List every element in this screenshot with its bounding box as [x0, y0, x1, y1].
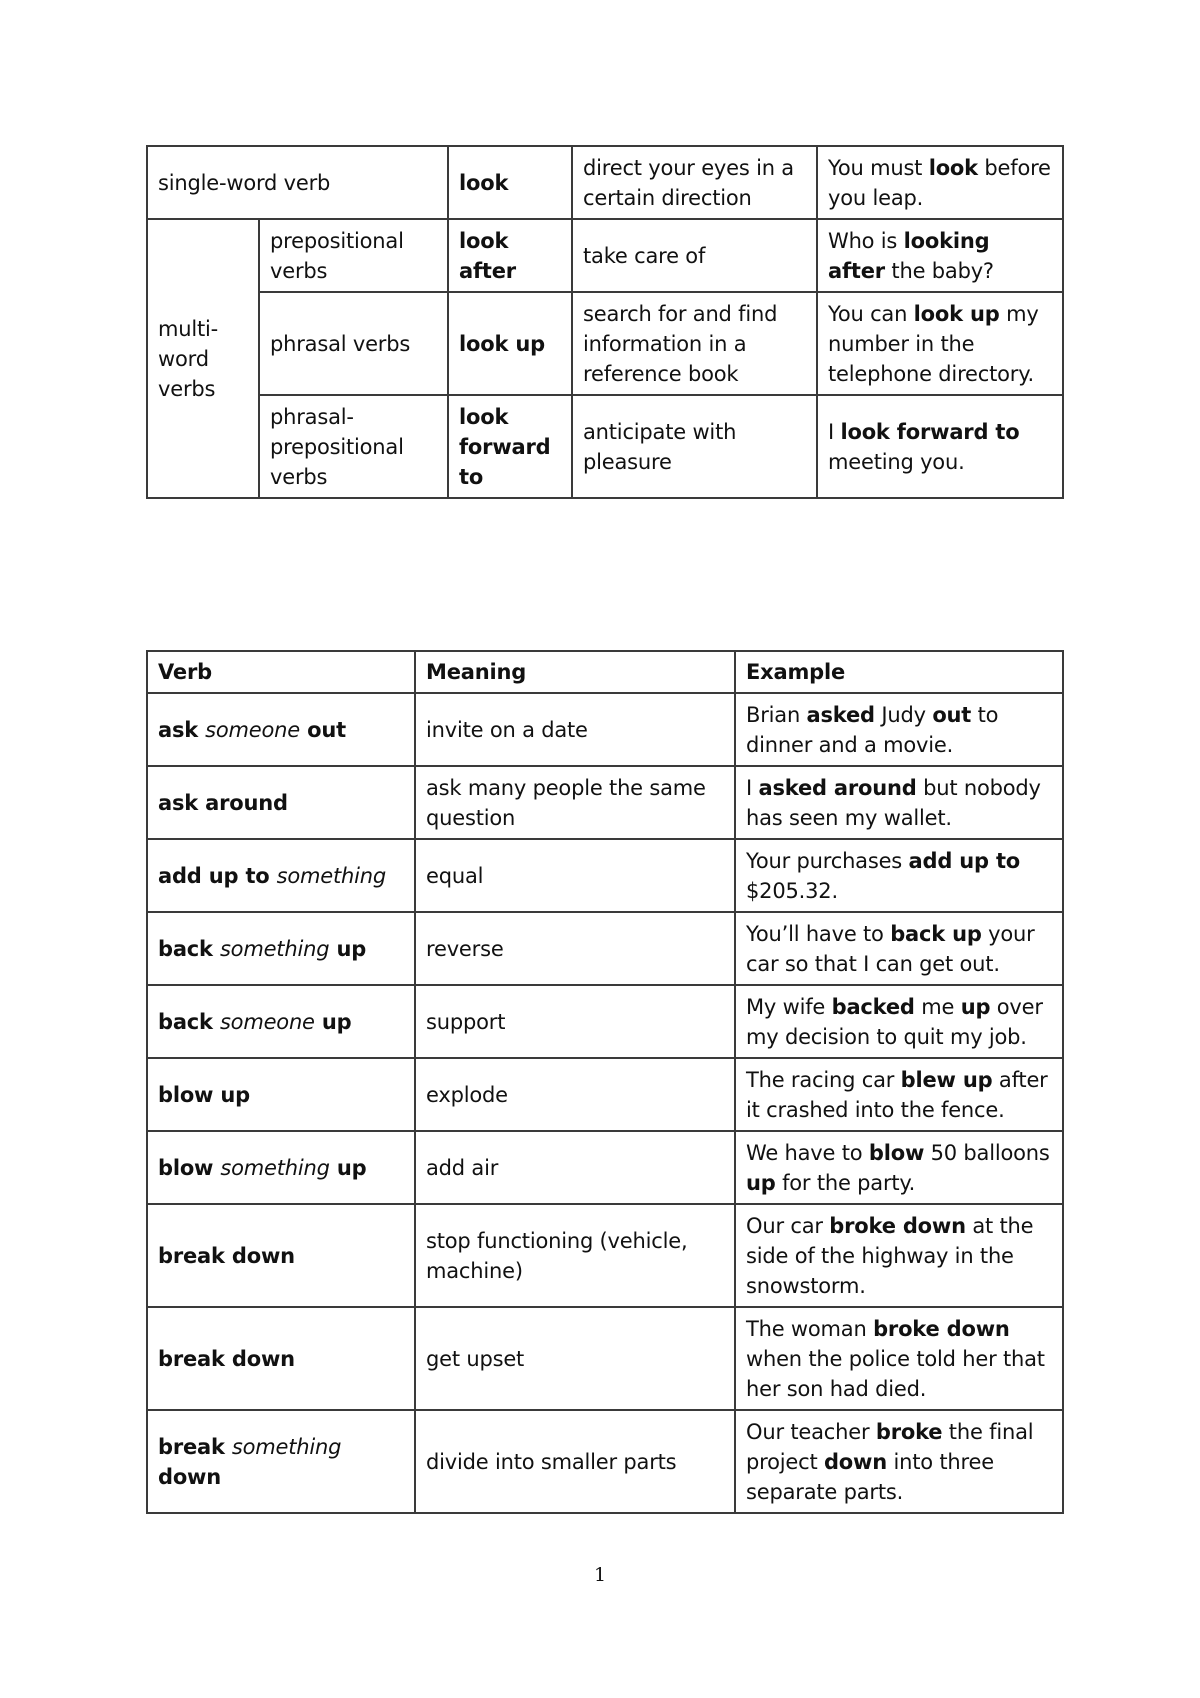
- example-cell: [735, 1058, 1063, 1131]
- meaning-cell: explode: [415, 1058, 735, 1131]
- table-row: [147, 1058, 1063, 1131]
- plain-text: 50 balloons: [924, 1140, 1050, 1165]
- bold-text: out: [300, 717, 346, 742]
- bold-text: up: [960, 994, 991, 1019]
- bold-text: break down: [158, 1243, 295, 1268]
- bold-text: asked: [806, 702, 875, 727]
- verb-cell: [147, 766, 415, 839]
- plain-text: I: [828, 419, 841, 444]
- plain-text: The woman: [746, 1316, 874, 1341]
- example-cell: [817, 146, 1063, 219]
- bold-text: look up: [913, 301, 1000, 326]
- meaning-cell: stop functioning (vehicle, machine): [415, 1204, 735, 1307]
- bold-text: up: [329, 936, 367, 961]
- bold-text: blew up: [900, 1067, 993, 1092]
- plain-text: at the side of the highway in the snowstorm.: [746, 1213, 1034, 1298]
- table-row: [147, 912, 1063, 985]
- verb-cell: [147, 985, 415, 1058]
- verb-cell: [147, 912, 415, 985]
- bold-text: out: [932, 702, 972, 727]
- plain-text: $205.32.: [746, 878, 838, 903]
- plain-text: to dinner and a movie.: [746, 702, 999, 757]
- header-verb: Verb: [147, 651, 415, 693]
- plain-text: the final project: [746, 1419, 1034, 1474]
- meaning-cell: divide into smaller parts: [415, 1410, 735, 1513]
- plain-text: Brian: [746, 702, 807, 727]
- bold-text: back: [158, 1009, 220, 1034]
- header-row: [147, 651, 1063, 693]
- bold-text: broke down: [829, 1213, 966, 1238]
- bold-text: add up to: [908, 848, 1021, 873]
- meaning-cell: support: [415, 985, 735, 1058]
- table-row: [147, 1131, 1063, 1204]
- plain-text: but nobody has seen my wallet.: [746, 775, 1041, 830]
- example-cell: [735, 1410, 1063, 1513]
- bold-text: up: [329, 1155, 367, 1180]
- plain-text: me: [914, 994, 961, 1019]
- header-example: Example: [735, 651, 1063, 693]
- plain-text: when the police told her that her son had died.: [746, 1346, 1045, 1401]
- multi-word-label: multi-word verbs: [147, 219, 259, 498]
- page-number: 1: [593, 1564, 607, 1586]
- meaning-cell: search for and find information in a reference book: [572, 292, 817, 395]
- plain-text: my number in the telephone directory.: [828, 301, 1039, 386]
- italic-text: something: [276, 863, 387, 888]
- example-cell: [735, 1204, 1063, 1307]
- bold-text: break: [158, 1434, 232, 1459]
- italic-text: someone: [219, 1009, 315, 1034]
- example-cell: [817, 292, 1063, 395]
- table-row: [147, 693, 1063, 766]
- table-row: [147, 766, 1063, 839]
- bold-text: look: [928, 155, 978, 180]
- table-row: [147, 985, 1063, 1058]
- verb-cell: [147, 1058, 415, 1131]
- prepositional-row: [147, 219, 1063, 292]
- phrasal-verbs-body: [147, 693, 1063, 1513]
- bold-text: down: [823, 1449, 887, 1474]
- header-meaning: Meaning: [415, 651, 735, 693]
- plain-text: after it crashed into the fence.: [746, 1067, 1048, 1122]
- plain-text: before you leap.: [828, 155, 1051, 210]
- verb-cell: look: [448, 146, 572, 219]
- bold-text: up: [746, 1170, 776, 1195]
- plain-text: your car so that I can get out.: [746, 921, 1035, 976]
- bold-text: add up to: [158, 863, 277, 888]
- meaning-cell: invite on a date: [415, 693, 735, 766]
- verb-cell: look after: [448, 219, 572, 292]
- plain-text: for the party.: [775, 1170, 916, 1195]
- bold-text: look forward to: [840, 419, 1020, 444]
- plain-text: over my decision to quit my job.: [746, 994, 1043, 1049]
- meaning-cell: ask many people the same question: [415, 766, 735, 839]
- example-cell: [735, 1131, 1063, 1204]
- plain-text: The racing car: [746, 1067, 901, 1092]
- example-cell: [735, 693, 1063, 766]
- bold-text: blow: [868, 1140, 925, 1165]
- verb-type-cell: phrasal-prepositional verbs: [259, 395, 448, 498]
- plain-text: You can: [828, 301, 914, 326]
- bold-text: break down: [158, 1346, 295, 1371]
- bold-text: back: [158, 936, 220, 961]
- verb-cell: [147, 1204, 415, 1307]
- meaning-cell: reverse: [415, 912, 735, 985]
- verb-types-table: [146, 145, 1064, 499]
- verb-type-cell: single-word verb: [147, 146, 448, 219]
- table-row: [147, 1204, 1063, 1307]
- verb-cell: look up: [448, 292, 572, 395]
- italic-text: something: [231, 1434, 342, 1459]
- bold-text: ask around: [158, 790, 288, 815]
- verb-cell: [147, 1131, 415, 1204]
- plain-text: You’ll have to: [746, 921, 891, 946]
- plain-text: the baby?: [884, 258, 994, 283]
- plain-text: into three separate parts.: [746, 1449, 994, 1504]
- bold-text: broke down: [873, 1316, 1010, 1341]
- plain-text: My wife: [746, 994, 832, 1019]
- verb-type-cell: phrasal verbs: [259, 292, 448, 395]
- bold-text: broke: [875, 1419, 943, 1444]
- meaning-cell: get upset: [415, 1307, 735, 1410]
- verb-cell: [147, 693, 415, 766]
- plain-text: Who is: [828, 228, 904, 253]
- verb-cell: look forward to: [448, 395, 572, 498]
- italic-text: something: [219, 936, 330, 961]
- plain-text: I: [746, 775, 759, 800]
- italic-text: someone: [205, 717, 300, 742]
- phrasal-row: [147, 292, 1063, 395]
- plain-text: Judy: [874, 702, 933, 727]
- italic-text: something: [220, 1155, 330, 1180]
- meaning-cell: equal: [415, 839, 735, 912]
- plain-text: You must: [828, 155, 929, 180]
- meaning-cell: anticipate with pleasure: [572, 395, 817, 498]
- table-row: [147, 1410, 1063, 1513]
- plain-text: We have to: [746, 1140, 869, 1165]
- example-cell: [735, 766, 1063, 839]
- single-word-row: [147, 146, 1063, 219]
- bold-text: down: [158, 1464, 222, 1489]
- example-cell: [735, 912, 1063, 985]
- meaning-cell: direct your eyes in a certain direction: [572, 146, 817, 219]
- verb-cell: [147, 839, 415, 912]
- meaning-cell: add air: [415, 1131, 735, 1204]
- plain-text: Our teacher: [746, 1419, 876, 1444]
- bold-text: asked around: [758, 775, 917, 800]
- bold-text: up: [314, 1009, 352, 1034]
- bold-text: looking after: [828, 228, 990, 283]
- plain-text: Your purchases: [746, 848, 909, 873]
- meaning-cell: take care of: [572, 219, 817, 292]
- bold-text: blow: [158, 1155, 221, 1180]
- phrasal-prepositional-row: [147, 395, 1063, 498]
- example-cell: [735, 1307, 1063, 1410]
- example-cell: [735, 985, 1063, 1058]
- verb-cell: [147, 1307, 415, 1410]
- verb-type-cell: prepositional verbs: [259, 219, 448, 292]
- example-cell: [817, 395, 1063, 498]
- plain-text: Our car: [746, 1213, 830, 1238]
- phrasal-verbs-table: [146, 650, 1064, 1514]
- verb-cell: [147, 1410, 415, 1513]
- example-cell: [735, 839, 1063, 912]
- bold-text: ask: [158, 717, 206, 742]
- table-row: [147, 1307, 1063, 1410]
- bold-text: blow up: [158, 1082, 250, 1107]
- table-row: [147, 839, 1063, 912]
- bold-text: back up: [890, 921, 982, 946]
- example-cell: [817, 219, 1063, 292]
- bold-text: backed: [831, 994, 915, 1019]
- plain-text: meeting you.: [828, 449, 965, 474]
